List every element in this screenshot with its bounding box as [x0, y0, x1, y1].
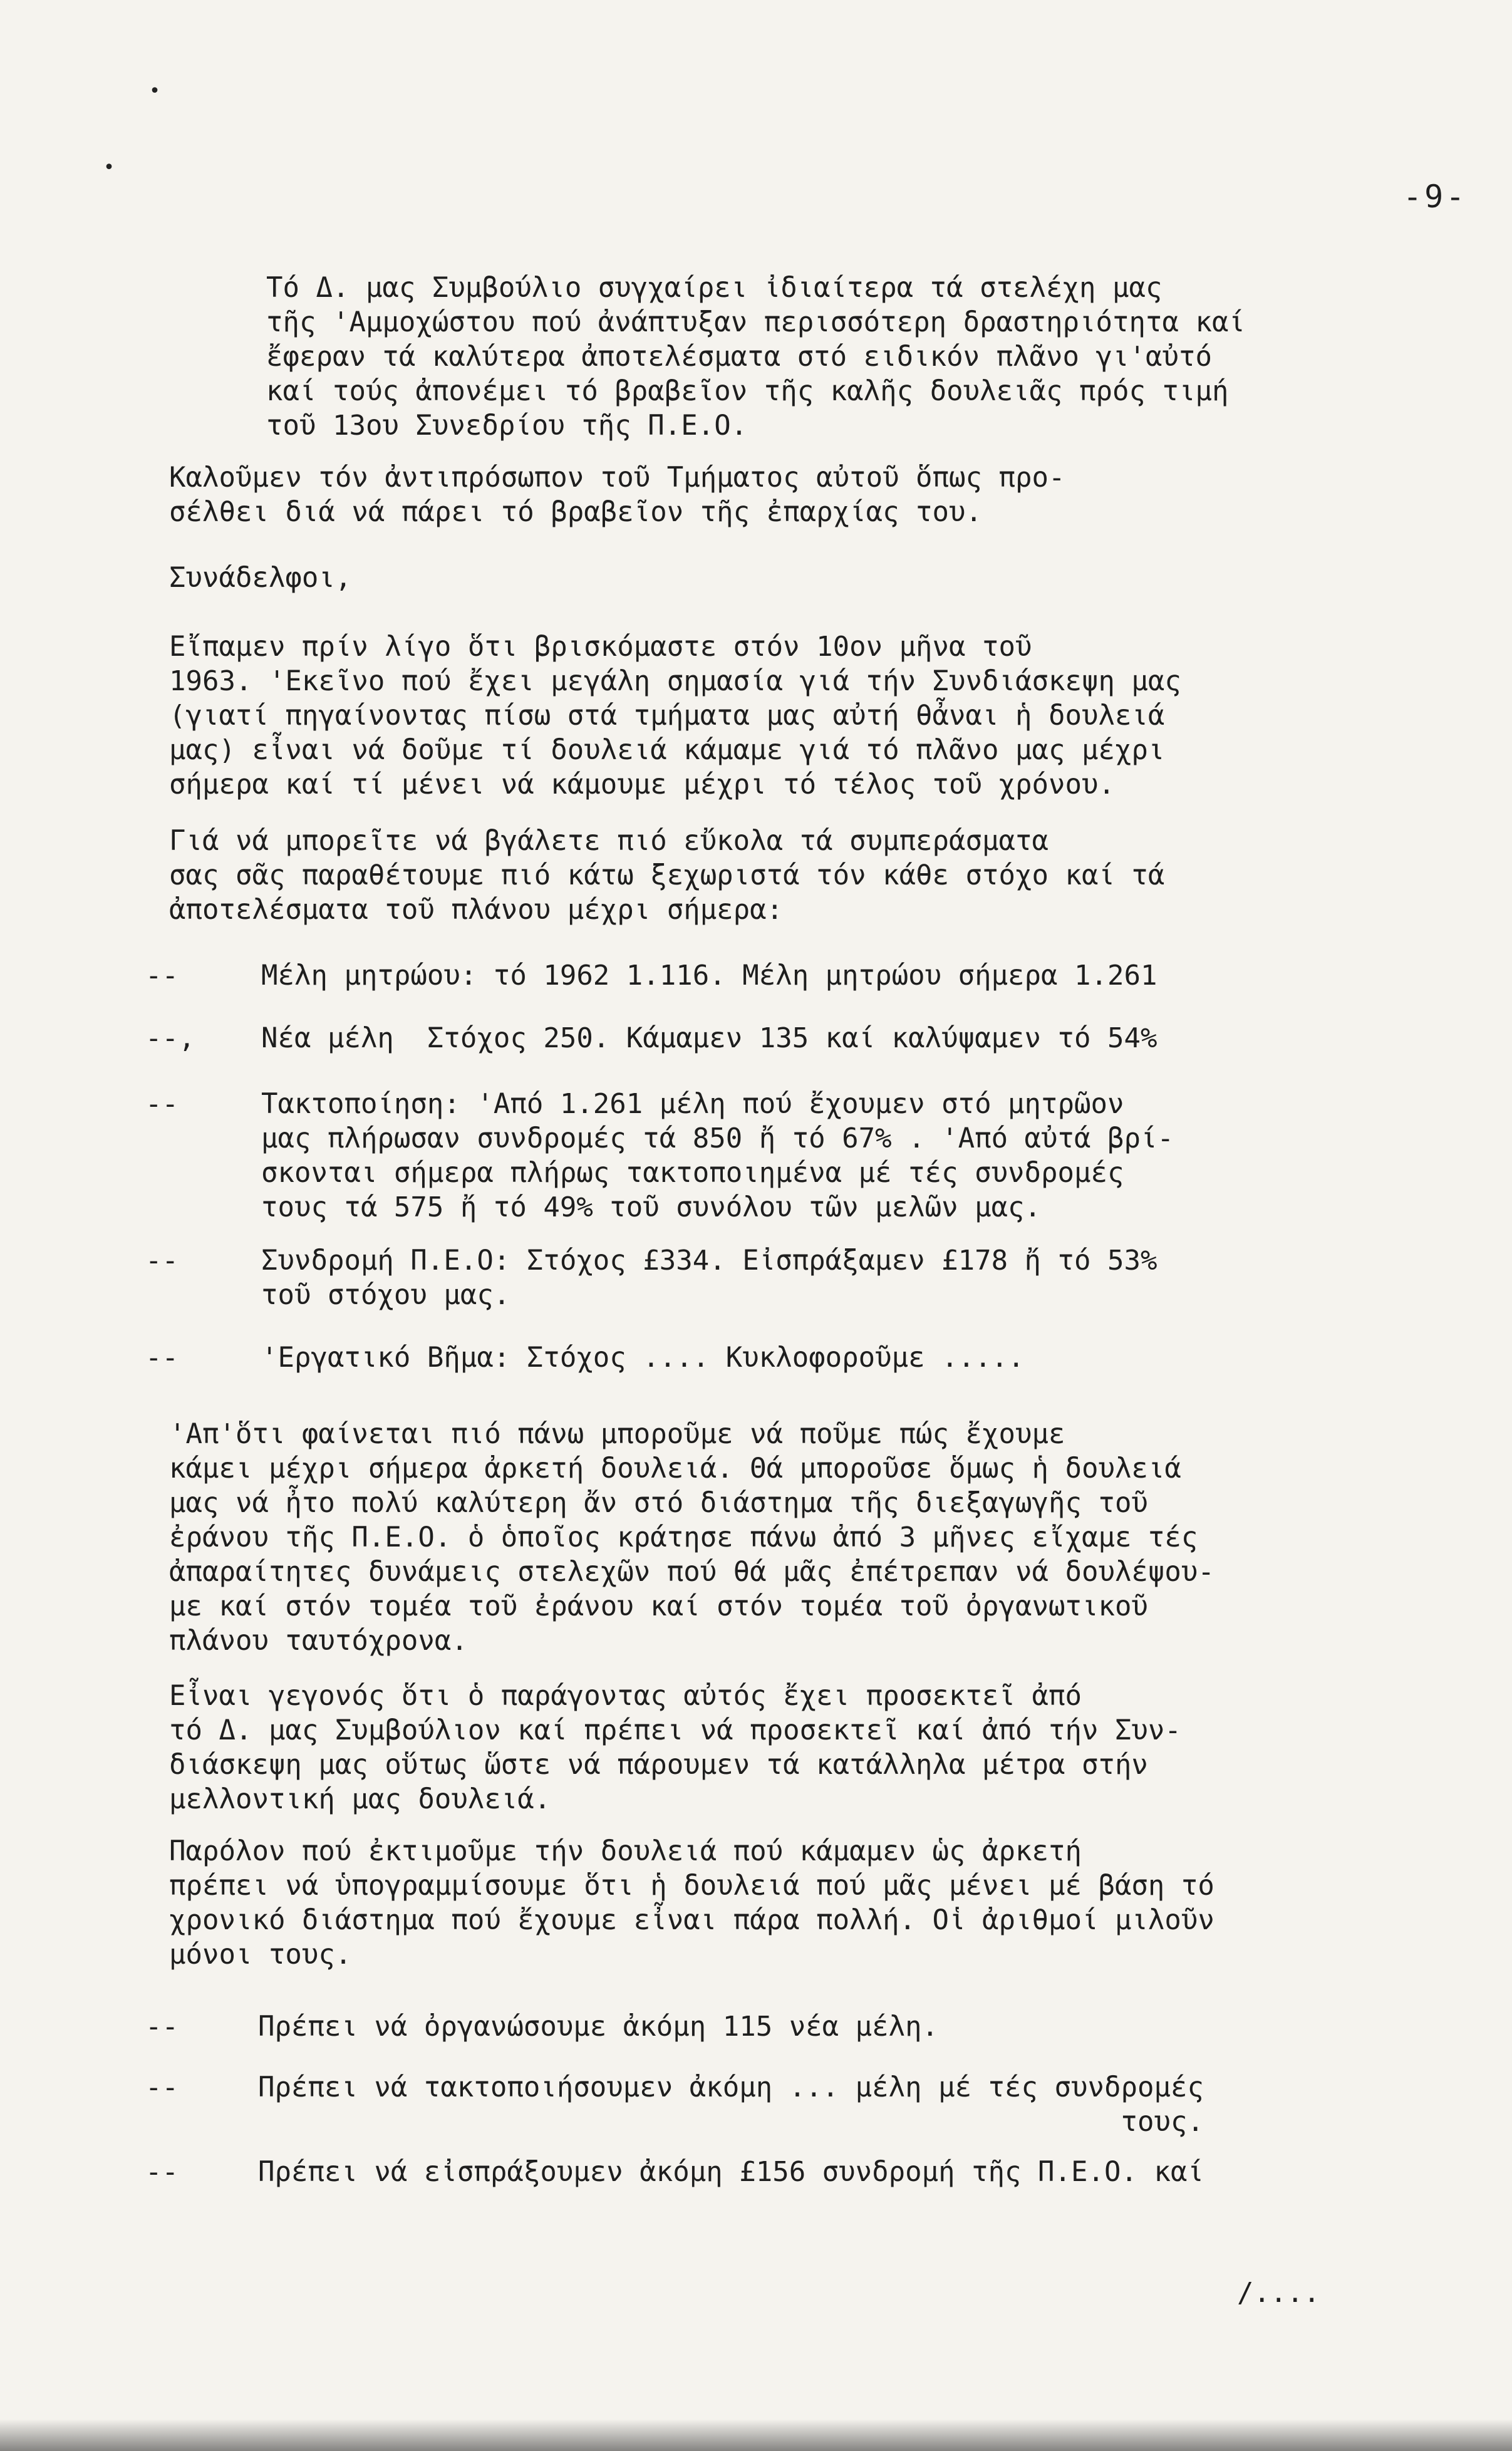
list-item-text: Πρέπει νά τακτοποιήσουμεν ἀκόμη ... μέλη μέ τές συνδρομές τους. — [258, 2071, 1204, 2138]
list-dash: -- — [145, 1088, 179, 1120]
list-dash: -- — [145, 960, 179, 992]
margin-mark-left: • — [103, 157, 115, 179]
list-dash: --, — [145, 1022, 195, 1054]
list-dash: -- — [145, 2156, 179, 2188]
list-item-text: Νέα μέλη Στόχος 250. Κάμαμεν 135 καί καλύψαμεν τό 54% — [261, 1022, 1157, 1054]
list-item-text: Μέλη μητρώου: τό 1962 1.116. Μέλη μητρώου σήμερα 1.261 — [261, 960, 1157, 992]
list-item-text: Συνδρομή Π.Ε.Ο: Στόχος £334. Εἰσπράξαμεν £178 ἤ τό 53% τοῦ στόχου μας. — [261, 1245, 1157, 1311]
list-dash: -- — [145, 1342, 179, 1374]
list-item-text: Τακτοποίηση: 'Από 1.261 μέλη πού ἔχουμεν στό μητρῶον μας πλήρωσαν συνδρομές τά 850 ἤ τό 67% . 'Από αὐτά βρί- σκονται σήμερα πλήρως τακτοποιημένα μέ τές συνδρομές τους τά 575 ἤ τό 49% τοῦ συνόλου τῶν μελῶν μας. — [261, 1088, 1174, 1223]
list-dash: -- — [145, 2071, 179, 2103]
margin-mark-top: • — [149, 80, 161, 102]
list-dash: -- — [145, 2011, 179, 2043]
list-dash: -- — [145, 1245, 179, 1277]
salutation: Συνάδελφοι, — [169, 562, 352, 594]
paragraph-factor: Εἶναι γεγονός ὅτι ὁ παράγοντας αὐτός ἔχει προσεκτεῖ ἀπό τό Δ. μας Συμβούλιον καί πρέπει νά προσεκτεῖ καί ἀπό τήν Συν- διάσκεψη μας οὕτως ὥστε νά πάρουμεν τά κατάλληλα μέτρα στήν μελλοντική μας δουλειά. — [169, 1680, 1181, 1815]
paragraph-congratulations: Τό Δ. μας Συμβούλιο συγχαίρει ἰδιαίτερα τά στελέχη μας τῆς 'Αμμοχώστου πού ἀνάπτυξαν περισσότερη δραστηριότητα καί ἔφεραν τά καλύτερα ἀποτελέσματα στό ειδικόν πλᾶνο γι'αὐτό καί τούς ἀπονέμει τό βραβεῖον τῆς καλῆς δουλειᾶς πρός τιμή τοῦ 13ου Συνεδρίου τῆς Π.Ε.Ο. — [266, 272, 1245, 442]
list-item-text: 'Εργατικό Βῆμα: Στόχος .... Κυκλοφοροῦμε ..... — [261, 1342, 1025, 1374]
paragraph-assessment: 'Απ'ὅτι φαίνεται πιό πάνω μποροῦμε νά ποῦμε πώς ἔχουμε κάμει μέχρι σήμερα ἀρκετή δουλειά. Θά μποροῦσε ὅμως ἡ δουλειά μας νά ἦτο πολύ καλύτερη ἄν στό διάστημα τῆς διεξαγωγῆς τοῦ ἐράνου τῆς Π.Ε.Ο. ὁ ὁποῖος κράτησε πάνω ἀπό 3 μῆνες εἴχαμε τές ἀπαραίτητες δυνάμεις στελεχῶν πού θά μᾶς ἐπέτρεπαν νά δουλέψου- με καί στόν τομέα τοῦ ἐράνου καί στόν τομέα τοῦ ὀργανωτικοῦ πλάνου ταυτόχρονα. — [169, 1418, 1214, 1657]
paragraph-remaining-work: Παρόλον πού ἐκτιμοῦμε τήν δουλειά πού κάμαμεν ὡς ἀρκετή πρέπει νά ὑπογραμμίσουμε ὅτι ἡ δουλειά πού μᾶς μένει μέ βάση τό χρονικό διάστημα πού ἔχουμε εἶναι πάρα πολλή. Οἱ ἀριθμοί μιλοῦν μόνοι τους. — [169, 1835, 1214, 1971]
paragraph-invitation: Καλοῦμεν τόν ἀντιπρόσωπον τοῦ Τμήματος αὐτοῦ ὅπως προ- σέλθει διά νά πάρει τό βραβεῖον τῆς ἐπαρχίας του. — [169, 462, 1065, 528]
scan-bottom-edge — [0, 2419, 1512, 2451]
page-number: -9- — [1403, 179, 1468, 215]
paragraph-plan-status: Εἴπαμεν πρίν λίγο ὅτι βρισκόμαστε στόν 10ον μῆνα τοῦ 1963. 'Εκεῖνο πού ἔχει μεγάλη σημασία γιά τήν Συνδιάσκεψη μας (γιατί πηγαίνοντας πίσω στά τμήματα μας αὐτή θἆναι ἡ δουλειά μας) εἶναι νά δοῦμε τί δουλειά κάμαμε γιά τό πλᾶνο μας μέχρι σήμερα καί τί μένει νά κάμουμε μέχρι τό τέλος τοῦ χρόνου. — [169, 631, 1181, 801]
list-item-text: Πρέπει νά εἰσπράξουμεν ἀκόμη £156 συνδρομή τῆς Π.Ε.Ο. καί — [258, 2156, 1204, 2188]
continuation-mark: /.... — [1237, 2277, 1320, 2309]
list-item-text: Πρέπει νά ὀργανώσουμε ἀκόμη 115 νέα μέλη. — [258, 2011, 939, 2043]
paragraph-conclusions-intro: Γιά νά μπορεῖτε νά βγάλετε πιό εὔκολα τά συμπεράσματα σας σᾶς παραθέτουμε πιό κάτω ξεχωριστά τόν κάθε στόχο καί τά ἀποτελέσματα τοῦ πλάνου μέχρι σήμερα: — [169, 825, 1165, 926]
